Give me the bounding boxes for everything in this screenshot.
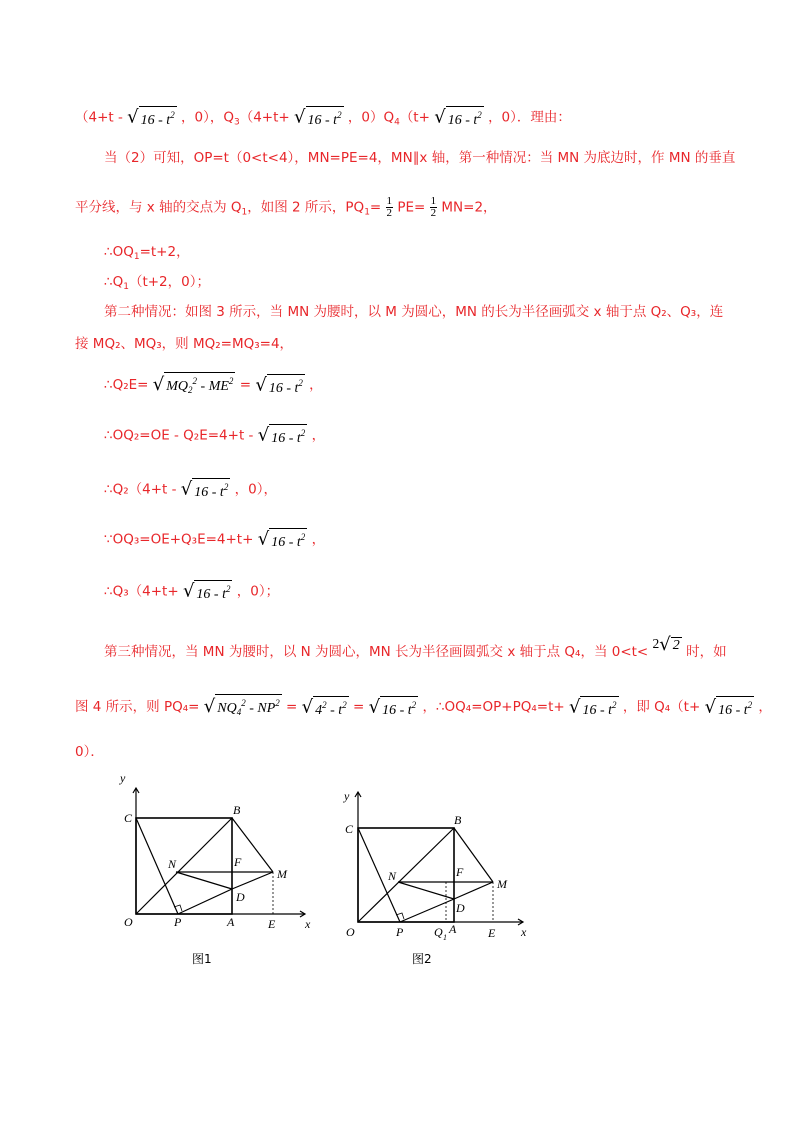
solution-line-2: 当（2）可知，OP=t（0<t<4），MN=PE=4，MN∥x 轴，第一种情况：当 MN 为底边时，作 MN 的垂直 xyxy=(104,150,736,166)
text: ， xyxy=(311,427,326,444)
solution-line-5 xyxy=(104,272,800,297)
label-O: O xyxy=(124,915,133,929)
text: ∴Q₃（4+t+ xyxy=(104,583,179,600)
label-x: x xyxy=(521,925,527,939)
sqrt-expr: √ $16 - t^2$ xyxy=(257,424,306,446)
radicand: 16 - t xyxy=(307,113,338,128)
solution-line-9 xyxy=(104,424,800,447)
solution-line-11 xyxy=(104,528,800,551)
sqrt-expr: √ $16 - t^2$ xyxy=(255,374,303,396)
text: ，0）．理由： xyxy=(488,109,571,126)
text: 第三种情况，当 MN 为腰时，以 N 为圆心，MN 长为半径画圆弧交 x 轴于点 Q₄，当 0<t< xyxy=(104,644,649,660)
label-A: A xyxy=(449,922,457,936)
sqrt-expr: √ $16 - t^2$ xyxy=(434,106,482,128)
text: ，∴OQ₄=OP+PQ₄=t+ xyxy=(422,699,565,715)
label-E: E xyxy=(268,917,276,931)
label-Q1-sub: 1 xyxy=(443,933,447,942)
sqrt-expr: √ $MQ_2^2 - ME^2$ xyxy=(153,372,236,398)
label-C: C xyxy=(124,811,133,825)
text: PE= xyxy=(397,199,426,216)
text: （4+t - xyxy=(75,109,123,126)
sub: 1 xyxy=(364,207,370,218)
text: = xyxy=(353,699,365,715)
solution-line-6: 第二种情况：如图 3 所示，当 MN 为腰时，以 M 为圆心，MN 的长为半径画弧交 x 轴于点 Q₂、Q₃，连 xyxy=(104,304,724,320)
text: ， xyxy=(311,531,326,548)
label-C: C xyxy=(345,822,354,836)
label-F: F xyxy=(456,865,464,879)
sub: 3 xyxy=(233,117,240,128)
solution-line-14 xyxy=(75,694,800,720)
sqrt-expr: √ $16 - t^2$ xyxy=(704,696,753,718)
text: ，即 Q₄（t+ xyxy=(622,699,701,715)
text: ，如图 2 所示，PQ xyxy=(247,199,365,216)
exp: 2 xyxy=(170,110,175,120)
label-D: D xyxy=(236,890,245,904)
text: MN=2， xyxy=(441,199,497,216)
label-D: D xyxy=(456,901,465,915)
label-B: B xyxy=(233,803,241,817)
text: ，0），Q xyxy=(181,109,234,126)
sqrt-expr: √ $16 - t^2$ xyxy=(368,696,417,718)
fraction: $\frac{1}{2}$ xyxy=(386,195,393,219)
sub: 4 xyxy=(394,117,400,128)
label-P: P xyxy=(174,915,182,929)
label-P: P xyxy=(396,925,404,939)
text: ∵OQ₃=OE+Q₃E=4+t+ xyxy=(104,531,254,548)
figure-2-caption: 图2 xyxy=(412,952,432,966)
solution-line-1 xyxy=(75,106,800,133)
text: ∴Q xyxy=(104,274,124,290)
solution-line-3 xyxy=(75,196,800,223)
fraction: $\frac{1}{2}$ xyxy=(430,195,437,219)
text: ， xyxy=(309,377,323,393)
sqrt-expr: √ $16 - t^2$ xyxy=(257,528,306,550)
sqrt-expr: √ $16 - t^2$ xyxy=(180,478,229,500)
solution-line-7: 接 MQ₂、MQ₃，则 MQ₂=MQ₃=4， xyxy=(75,336,294,352)
radicand: 16 - t xyxy=(140,113,171,128)
two-root-two: 2√ 2 xyxy=(652,634,680,656)
figure-1 xyxy=(100,768,320,948)
solution-line-10 xyxy=(104,478,800,501)
solution-line-15: 0）． xyxy=(75,744,104,760)
text: ∴OQ xyxy=(104,244,134,260)
text: = xyxy=(286,699,298,715)
text: （4+t+ xyxy=(239,109,290,126)
label-M: M xyxy=(497,877,507,891)
solution-line-8 xyxy=(104,372,800,398)
label-F: F xyxy=(234,855,242,869)
text: （t+2，0）； xyxy=(128,274,210,290)
text: ，0）Q xyxy=(347,109,395,126)
solution-line-4 xyxy=(104,242,800,267)
label-Q1: Q xyxy=(434,925,443,939)
sqrt-expr: √ $16 - t^2$ xyxy=(182,580,231,602)
label-A: A xyxy=(227,915,235,929)
sub: 1 xyxy=(133,252,140,262)
text: ，0）， xyxy=(234,481,277,498)
label-B: B xyxy=(454,813,462,827)
seg-PD xyxy=(178,889,232,914)
solution-line-12 xyxy=(104,580,800,603)
diag-OB xyxy=(358,828,454,922)
text: =t+2， xyxy=(139,244,190,260)
figure-1-caption: 图1 xyxy=(192,952,212,966)
radicand: 16 - t xyxy=(447,113,478,128)
label-N: N xyxy=(168,857,177,871)
figure-2 xyxy=(328,778,538,958)
sqrt-expr: √ $16 - t^2$ xyxy=(127,106,175,128)
text: ∴Q₂E= xyxy=(104,377,149,393)
text: ∴Q₂（4+t - xyxy=(104,481,177,498)
text: = xyxy=(369,199,382,216)
exp: 2 xyxy=(337,110,342,120)
text: = xyxy=(239,377,252,393)
sub: 1 xyxy=(241,207,248,218)
label-O: O xyxy=(346,925,355,939)
exp: 2 xyxy=(477,110,482,120)
sqrt-expr: √ $16 - t^2$ xyxy=(294,106,342,128)
text: 时，如 xyxy=(686,644,727,660)
sqrt-expr: √ $NQ_4^2 - NP^2$ xyxy=(204,694,282,720)
seg-DM xyxy=(232,872,273,889)
text: ， xyxy=(758,699,772,715)
seg-DM xyxy=(454,882,493,899)
label-y: y xyxy=(344,789,350,803)
label-y: y xyxy=(120,771,126,785)
text: （t+ xyxy=(399,109,430,126)
diag-OB xyxy=(136,818,232,914)
text: ∴OQ₂=OE - Q₂E=4+t - xyxy=(104,427,254,444)
sqrt-expr: √ $16 - t^2$ xyxy=(569,696,617,718)
label-E: E xyxy=(488,926,496,940)
seg-ND xyxy=(176,872,232,889)
text: 平分线，与 x 轴的交点为 Q xyxy=(75,199,242,216)
solution-line-13 xyxy=(104,634,800,662)
label-M: M xyxy=(277,867,287,881)
sub: 1 xyxy=(123,282,129,292)
label-x: x xyxy=(305,917,311,931)
text: 图 4 所示，则 PQ₄= xyxy=(75,699,200,715)
label-N: N xyxy=(388,869,397,883)
text: ，0）； xyxy=(236,583,280,600)
sqrt-expr: √ $4^2 - t^2$ xyxy=(301,696,347,718)
